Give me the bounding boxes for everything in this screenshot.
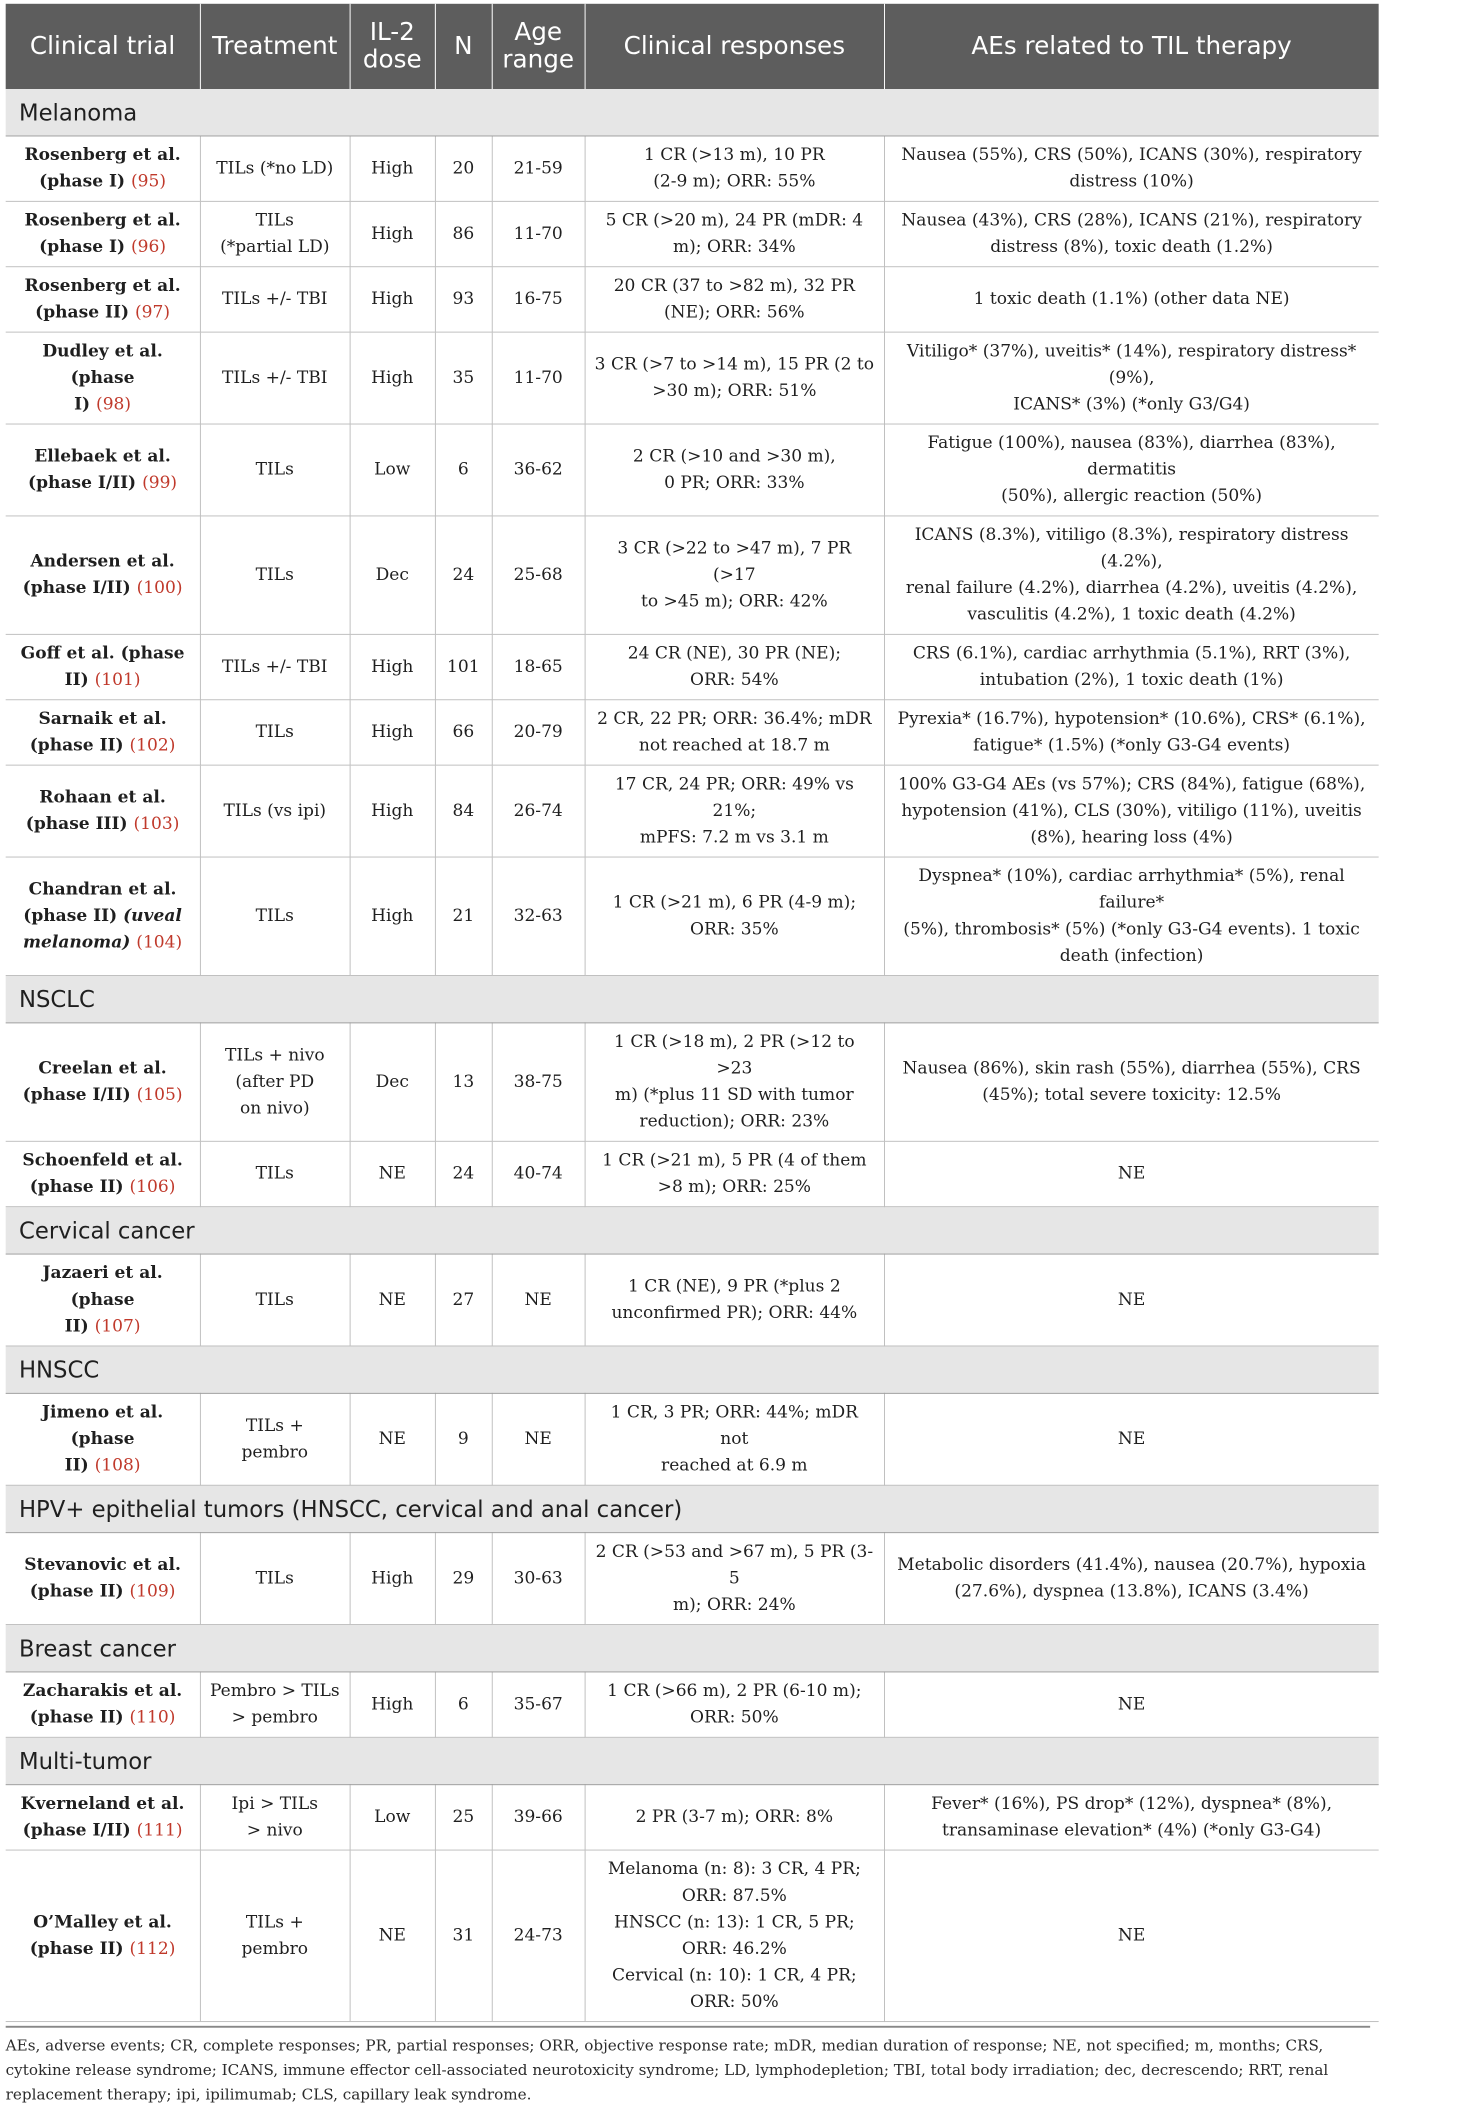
cell-age-range: 30-63 [492, 1533, 585, 1625]
cell-clinical-responses: 2 CR (>53 and >67 m), 5 PR (3-5 m); ORR: 24% [585, 1533, 884, 1625]
cell-clinical-responses: 1 CR (>66 m), 2 PR (6-10 m); ORR: 50% [585, 1672, 884, 1737]
cell-n: 101 [435, 634, 492, 699]
cell-clinical-trial: Zacharakis et al. (phase II) (110) [6, 1672, 200, 1737]
section-title: Melanoma [6, 89, 1379, 136]
cell-clinical-responses: 24 CR (NE), 30 PR (NE); ORR: 54% [585, 634, 884, 699]
cell-il2-dose: High [350, 765, 435, 857]
cell-n: 31 [435, 1850, 492, 2022]
cell-treatment: TILs +/- TBI [200, 267, 350, 332]
cell-clinical-responses: 2 PR (3-7 m); ORR: 8% [585, 1785, 884, 1850]
cell-treatment: Ipi > TILs > nivo [200, 1785, 350, 1850]
cell-age-range: 38-75 [492, 1023, 585, 1141]
cell-il2-dose: Dec [350, 516, 435, 634]
cell-clinical-trial: O’Malley et al. (phase II) (112) [6, 1850, 200, 2022]
cell-n: 25 [435, 1785, 492, 1850]
section-title: HPV+ epithelial tumors (HNSCC, cervical and anal cancer) [6, 1485, 1379, 1532]
cell-n: 66 [435, 700, 492, 765]
cell-aes: NE [884, 1141, 1379, 1206]
cell-n: 27 [435, 1254, 492, 1346]
cell-clinical-trial: Jimeno et al. (phase II) (108) [6, 1393, 200, 1485]
table-body [6, 89, 1379, 2021]
table-footnote: AEs, adverse events; CR, complete responses; PR, partial responses; ORR, objective response rate; mDR, median duration of response; NE, not specified; m, months; CRS, cytokine release syndrome; ICANS, immune effector cell-associated neurotoxicity syndrome; LD, lymphodepletion; TBI, total body irradiation; dec, decrescendo; RRT, renal replacement therapy; ipi, ipilimumab; CLS, capillary leak syndrome. [6, 2026, 1370, 2107]
header-treatment: Treatment [200, 4, 350, 89]
cell-clinical-responses: 1 CR (>21 m), 6 PR (4-9 m); ORR: 35% [585, 857, 884, 975]
header-clinical-responses: Clinical responses [585, 4, 884, 89]
cell-treatment: TILs [200, 1254, 350, 1346]
table-row [6, 1533, 1379, 1625]
cell-age-range: 20-79 [492, 700, 585, 765]
cell-age-range: 35-67 [492, 1672, 585, 1737]
cell-il2-dose: High [350, 700, 435, 765]
table-row [6, 1672, 1379, 1737]
cell-treatment: TILs (vs ipi) [200, 765, 350, 857]
cell-il2-dose: High [350, 267, 435, 332]
cell-aes: Fever* (16%), PS drop* (12%), dyspnea* (8%), transaminase elevation* (4%) (*only G3-G4) [884, 1785, 1379, 1850]
cell-clinical-responses: 1 CR (NE), 9 PR (*plus 2 unconfirmed PR); ORR: 44% [585, 1254, 884, 1346]
cell-n: 6 [435, 1672, 492, 1737]
table-row [6, 1023, 1379, 1141]
cell-clinical-responses: Melanoma (n: 8): 3 CR, 4 PR; ORR: 87.5% HNSCC (n: 13): 1 CR, 5 PR; ORR: 46.2% Cervical (n: 10): 1 CR, 4 PR; ORR: 50% [585, 1850, 884, 2022]
cell-aes: 100% G3-G4 AEs (vs 57%); CRS (84%), fatigue (68%), hypotension (41%), CLS (30%), vitiligo (11%), uveitis (8%), hearing loss (4%) [884, 765, 1379, 857]
cell-n: 86 [435, 201, 492, 266]
header-age-range: Age range [492, 4, 585, 89]
cell-aes: Nausea (55%), CRS (50%), ICANS (30%), respiratory distress (10%) [884, 136, 1379, 201]
cell-n: 84 [435, 765, 492, 857]
cell-aes: Nausea (43%), CRS (28%), ICANS (21%), respiratory distress (8%), toxic death (1.2%) [884, 201, 1379, 266]
cell-age-range: NE [492, 1254, 585, 1346]
cell-treatment: TILs (*no LD) [200, 136, 350, 201]
cell-aes: Vitiligo* (37%), uveitis* (14%), respiratory distress* (9%), ICANS* (3%) (*only G3/G4) [884, 332, 1379, 424]
table-row [6, 136, 1379, 201]
section-row [6, 1346, 1379, 1393]
cell-aes: Nausea (86%), skin rash (55%), diarrhea (55%), CRS (45%); total severe toxicity: 12.5% [884, 1023, 1379, 1141]
cell-aes: NE [884, 1393, 1379, 1485]
cell-treatment: TILs (*partial LD) [200, 201, 350, 266]
cell-age-range: 32-63 [492, 857, 585, 975]
cell-clinical-trial: Kverneland et al. (phase I/II) (111) [6, 1785, 200, 1850]
cell-aes: CRS (6.1%), cardiac arrhythmia (5.1%), RRT (3%), intubation (2%), 1 toxic death (1%) [884, 634, 1379, 699]
cell-age-range: 18-65 [492, 634, 585, 699]
table-row [6, 1785, 1379, 1850]
cell-clinical-responses: 2 CR (>10 and >30 m), 0 PR; ORR: 33% [585, 424, 884, 516]
table-row [6, 765, 1379, 857]
cell-clinical-responses: 17 CR, 24 PR; ORR: 49% vs 21%; mPFS: 7.2 m vs 3.1 m [585, 765, 884, 857]
header-aes: AEs related to TIL therapy [884, 4, 1379, 89]
cell-n: 6 [435, 424, 492, 516]
cell-clinical-trial: Chandran et al. (phase II) (uveal melanoma) (104) [6, 857, 200, 975]
cell-treatment: Pembro > TILs > pembro [200, 1672, 350, 1737]
cell-n: 29 [435, 1533, 492, 1625]
cell-aes: Fatigue (100%), nausea (83%), diarrhea (83%), dermatitis (50%), allergic reaction (50%) [884, 424, 1379, 516]
cell-aes: NE [884, 1850, 1379, 2022]
section-title: Cervical cancer [6, 1207, 1379, 1254]
cell-n: 21 [435, 857, 492, 975]
table-row [6, 634, 1379, 699]
cell-clinical-trial: Rosenberg et al. (phase II) (97) [6, 267, 200, 332]
cell-clinical-responses: 1 CR (>18 m), 2 PR (>12 to >23 m) (*plus 11 SD with tumor reduction); ORR: 23% [585, 1023, 884, 1141]
cell-il2-dose: High [350, 1533, 435, 1625]
cell-il2-dose: NE [350, 1141, 435, 1206]
table-row [6, 1850, 1379, 2022]
cell-n: 93 [435, 267, 492, 332]
cell-clinical-trial: Rosenberg et al. (phase I) (96) [6, 201, 200, 266]
cell-age-range: 24-73 [492, 1850, 585, 2022]
table-row [6, 857, 1379, 975]
cell-clinical-trial: Jazaeri et al. (phase II) (107) [6, 1254, 200, 1346]
cell-clinical-responses: 1 CR, 3 PR; ORR: 44%; mDR not reached at 6.9 m [585, 1393, 884, 1485]
cell-clinical-responses: 3 CR (>22 to >47 m), 7 PR (>17 to >45 m); ORR: 42% [585, 516, 884, 634]
cell-clinical-trial: Schoenfeld et al. (phase II) (106) [6, 1141, 200, 1206]
table-row [6, 332, 1379, 424]
cell-clinical-trial: Rosenberg et al. (phase I) (95) [6, 136, 200, 201]
cell-clinical-responses: 5 CR (>20 m), 24 PR (mDR: 4 m); ORR: 34% [585, 201, 884, 266]
cell-treatment: TILs [200, 857, 350, 975]
cell-il2-dose: Low [350, 424, 435, 516]
cell-treatment: TILs [200, 700, 350, 765]
section-title: Breast cancer [6, 1625, 1379, 1672]
cell-treatment: TILs [200, 1141, 350, 1206]
cell-treatment: TILs + pembro [200, 1850, 350, 2022]
cell-aes: 1 toxic death (1.1%) (other data NE) [884, 267, 1379, 332]
cell-clinical-responses: 1 CR (>13 m), 10 PR (2-9 m); ORR: 55% [585, 136, 884, 201]
section-row [6, 1485, 1379, 1532]
cell-treatment: TILs +/- TBI [200, 332, 350, 424]
cell-age-range: 11-70 [492, 201, 585, 266]
table-row [6, 700, 1379, 765]
cell-aes: Pyrexia* (16.7%), hypotension* (10.6%), CRS* (6.1%), fatigue* (1.5%) (*only G3-G4 events) [884, 700, 1379, 765]
cell-clinical-trial: Dudley et al. (phase I) (98) [6, 332, 200, 424]
cell-age-range: 25-68 [492, 516, 585, 634]
cell-aes: Dyspnea* (10%), cardiac arrhythmia* (5%), renal failure* (5%), thrombosis* (5%) (*only G3-G4 events). 1 toxic death (infection) [884, 857, 1379, 975]
cell-clinical-trial: Ellebaek et al. (phase I/II) (99) [6, 424, 200, 516]
table-row [6, 516, 1379, 634]
table-row [6, 424, 1379, 516]
cell-clinical-responses: 2 CR, 22 PR; ORR: 36.4%; mDR not reached at 18.7 m [585, 700, 884, 765]
cell-aes: NE [884, 1254, 1379, 1346]
cell-n: 13 [435, 1023, 492, 1141]
cell-age-range: 39-66 [492, 1785, 585, 1850]
table-row [6, 1393, 1379, 1485]
cell-treatment: TILs [200, 424, 350, 516]
cell-il2-dose: Low [350, 1785, 435, 1850]
section-row [6, 1737, 1379, 1784]
cell-il2-dose: High [350, 136, 435, 201]
cell-clinical-trial: Rohaan et al. (phase III) (103) [6, 765, 200, 857]
cell-age-range: 11-70 [492, 332, 585, 424]
cell-il2-dose: NE [350, 1850, 435, 2022]
cell-age-range: 21-59 [492, 136, 585, 201]
cell-age-range: 16-75 [492, 267, 585, 332]
cell-il2-dose: NE [350, 1393, 435, 1485]
cell-clinical-responses: 1 CR (>21 m), 5 PR (4 of them >8 m); ORR: 25% [585, 1141, 884, 1206]
cell-age-range: 36-62 [492, 424, 585, 516]
section-row [6, 89, 1379, 136]
cell-il2-dose: Dec [350, 1023, 435, 1141]
table-row [6, 1254, 1379, 1346]
header-row [6, 4, 1379, 89]
header-clinical-trial: Clinical trial [6, 4, 200, 89]
cell-treatment: TILs + nivo (after PD on nivo) [200, 1023, 350, 1141]
header-n: N [435, 4, 492, 89]
cell-il2-dose: High [350, 857, 435, 975]
section-row [6, 975, 1379, 1022]
section-title: Multi-tumor [6, 1737, 1379, 1784]
cell-clinical-trial: Creelan et al. (phase I/II) (105) [6, 1023, 200, 1141]
cell-il2-dose: High [350, 634, 435, 699]
section-row [6, 1625, 1379, 1672]
clinical-trials-table [6, 4, 1379, 2022]
cell-aes: NE [884, 1672, 1379, 1737]
cell-clinical-responses: 3 CR (>7 to >14 m), 15 PR (2 to >30 m); ORR: 51% [585, 332, 884, 424]
cell-clinical-trial: Goff et al. (phase II) (101) [6, 634, 200, 699]
section-title: HNSCC [6, 1346, 1379, 1393]
section-row [6, 1207, 1379, 1254]
cell-clinical-trial: Sarnaik et al. (phase II) (102) [6, 700, 200, 765]
cell-n: 20 [435, 136, 492, 201]
cell-clinical-trial: Stevanovic et al. (phase II) (109) [6, 1533, 200, 1625]
cell-aes: Metabolic disorders (41.4%), nausea (20.7%), hypoxia (27.6%), dyspnea (13.8%), ICANS (3.4%) [884, 1533, 1379, 1625]
cell-il2-dose: High [350, 332, 435, 424]
cell-n: 9 [435, 1393, 492, 1485]
cell-treatment: TILs + pembro [200, 1393, 350, 1485]
cell-n: 35 [435, 332, 492, 424]
header-il2-dose: IL-2 dose [350, 4, 435, 89]
cell-treatment: TILs +/- TBI [200, 634, 350, 699]
cell-n: 24 [435, 516, 492, 634]
cell-age-range: 26-74 [492, 765, 585, 857]
section-title: NSCLC [6, 975, 1379, 1022]
cell-age-range: 40-74 [492, 1141, 585, 1206]
cell-il2-dose: High [350, 201, 435, 266]
table-row [6, 201, 1379, 266]
cell-clinical-trial: Andersen et al. (phase I/II) (100) [6, 516, 200, 634]
cell-il2-dose: NE [350, 1254, 435, 1346]
cell-n: 24 [435, 1141, 492, 1206]
table-row [6, 267, 1379, 332]
table-row [6, 1141, 1379, 1206]
cell-il2-dose: High [350, 1672, 435, 1737]
cell-age-range: NE [492, 1393, 585, 1485]
cell-treatment: TILs [200, 1533, 350, 1625]
cell-aes: ICANS (8.3%), vitiligo (8.3%), respiratory distress (4.2%), renal failure (4.2%), diarrhea (4.2%), uveitis (4.2%), vasculitis (4.2%), 1 toxic death (4.2%) [884, 516, 1379, 634]
cell-clinical-responses: 20 CR (37 to >82 m), 32 PR (NE); ORR: 56% [585, 267, 884, 332]
cell-treatment: TILs [200, 516, 350, 634]
